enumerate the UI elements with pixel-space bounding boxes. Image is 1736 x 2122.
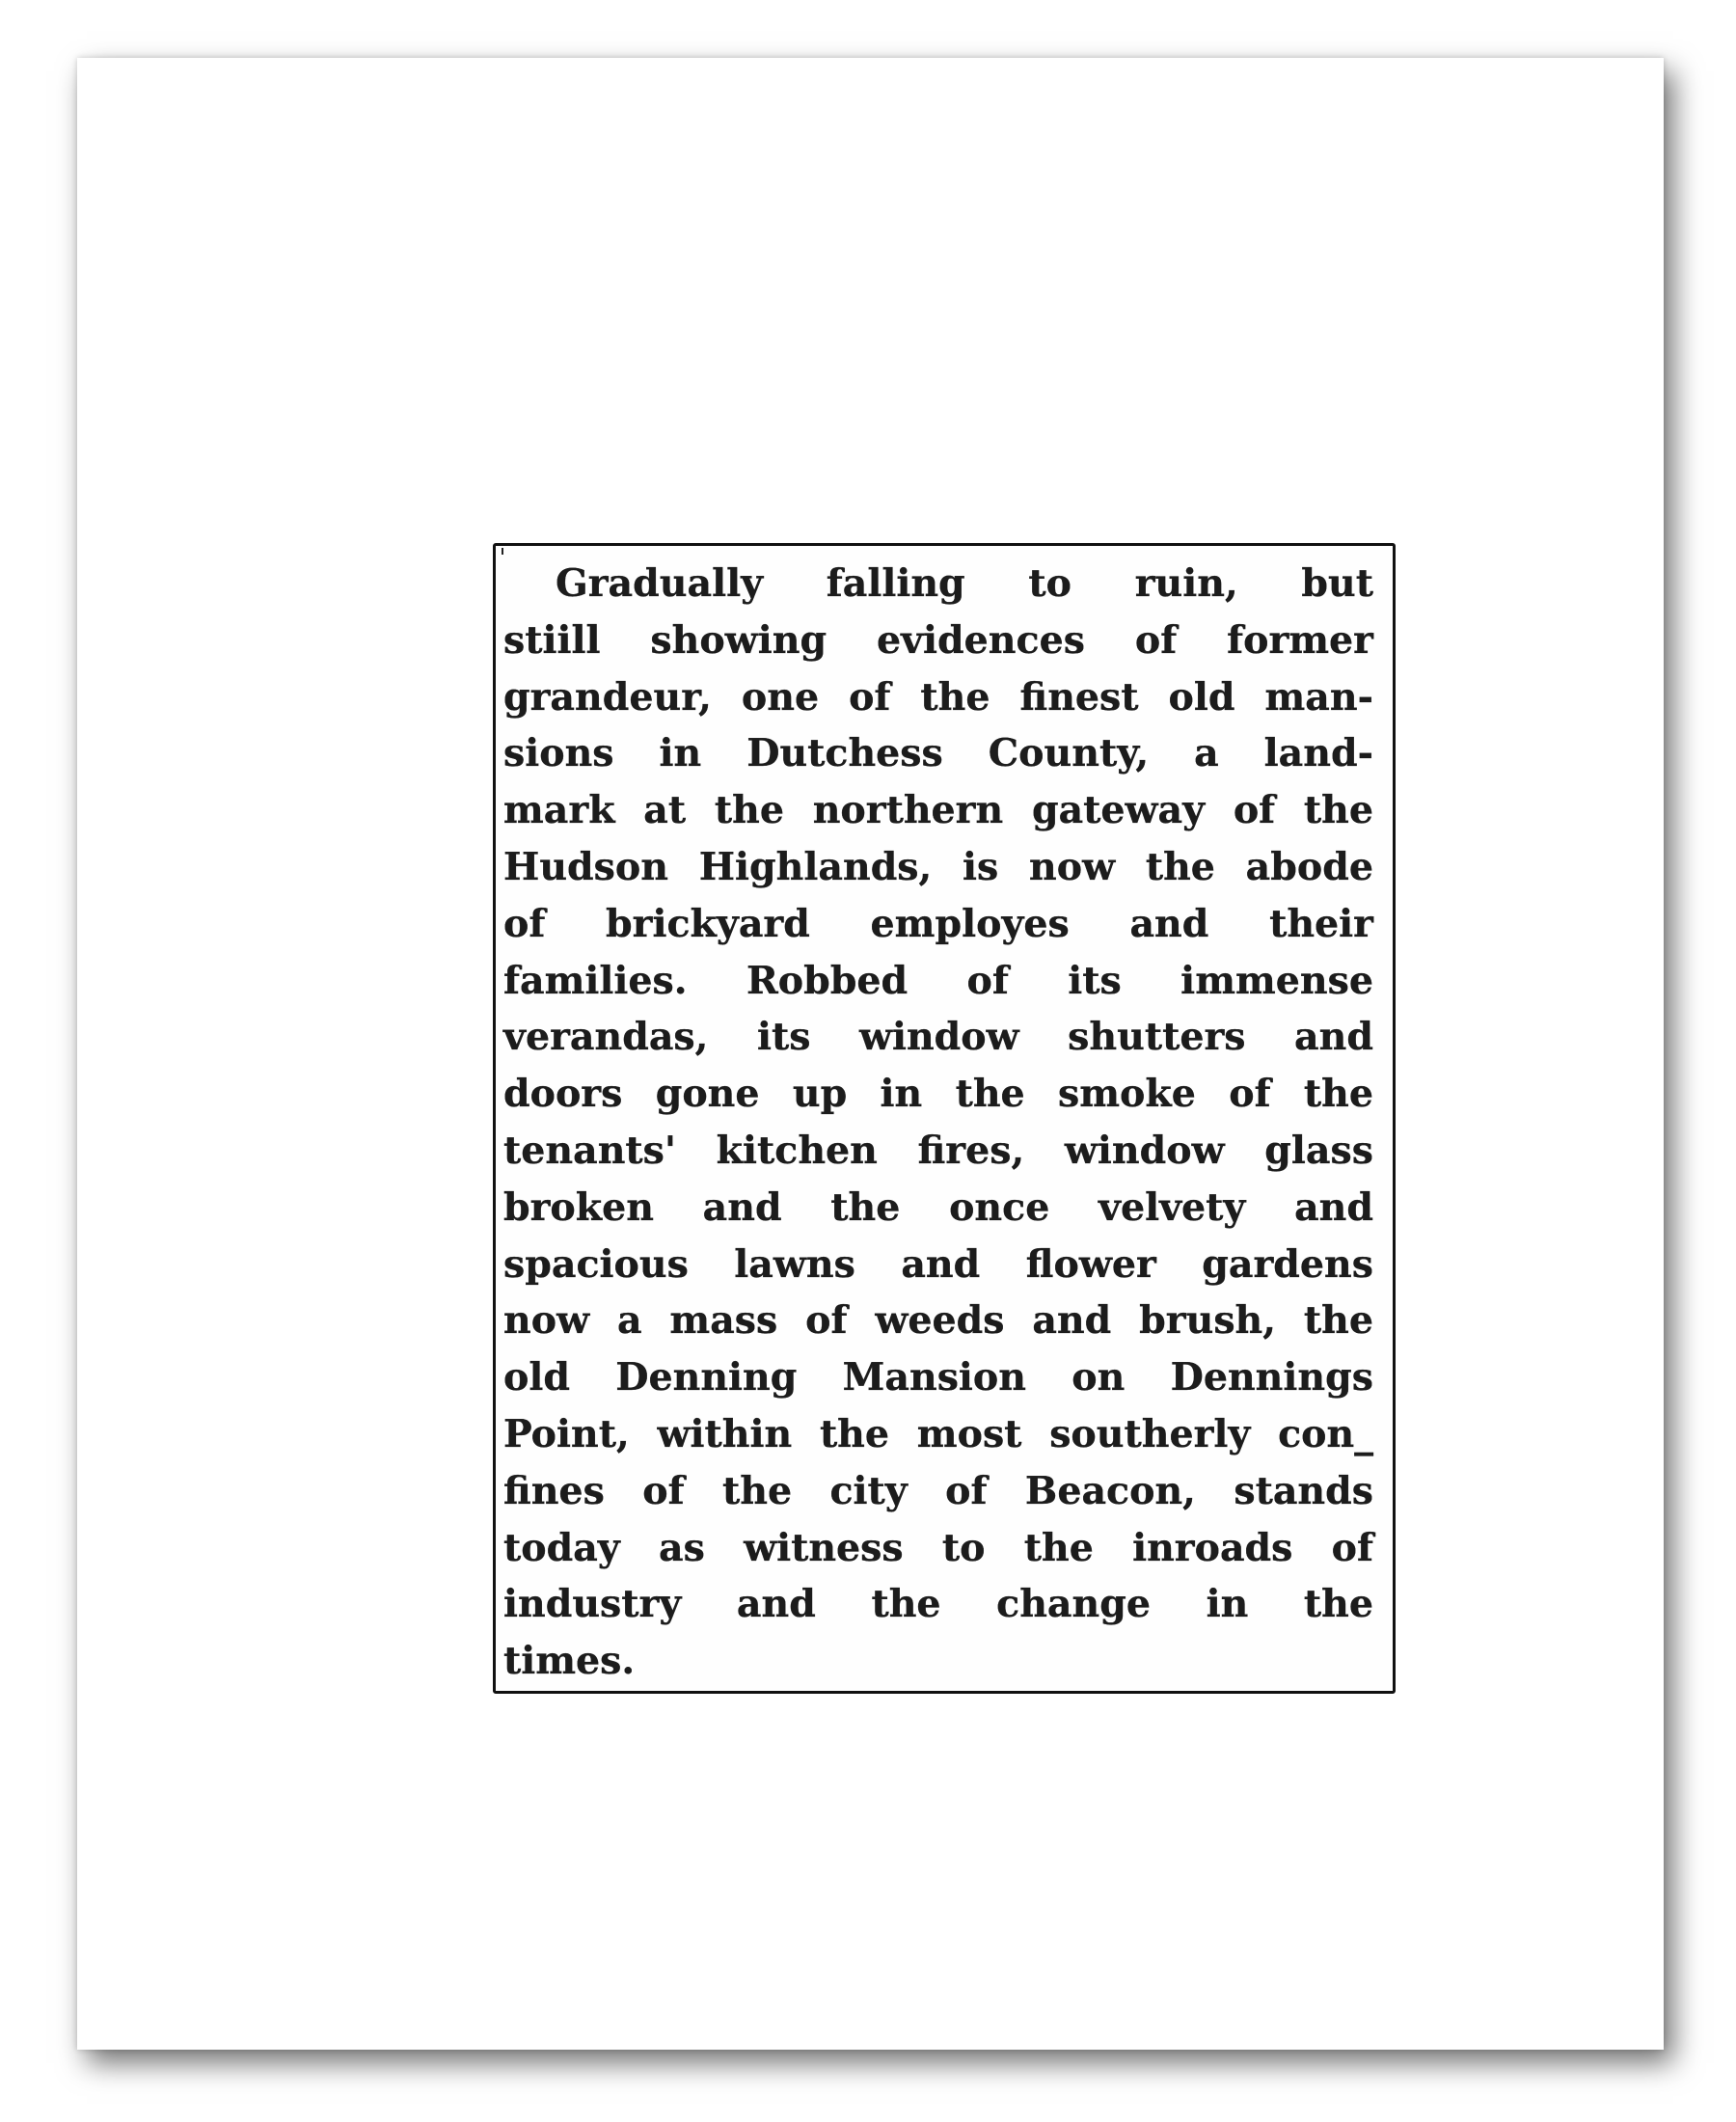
photo-mat — [77, 58, 1664, 2050]
article-line-17: fines of the city of Beacon, stands — [503, 1468, 1373, 1513]
print-mark — [502, 548, 503, 555]
article-line-6: Hudson Highlands, is now the abode — [503, 844, 1373, 889]
article-line-13: spacious lawns and flower gardens — [503, 1241, 1373, 1287]
article-line-19: industry and the change in the — [503, 1582, 1373, 1627]
article-line-7: of brickyard employes and their — [503, 901, 1373, 946]
article-line-14: now a mass of weeds and brush, the — [503, 1298, 1373, 1344]
article-line-11: tenants' kitchen fires, window glass — [503, 1128, 1373, 1173]
article-line-15: old Denning Mansion on Dennings — [503, 1355, 1373, 1401]
article-line-16: Point, within the most southerly con_ — [503, 1411, 1373, 1456]
article-line-1: Gradually falling to ruin, but — [556, 561, 1373, 606]
article-line-9: verandas, its window shutters and — [503, 1015, 1373, 1060]
article-line-8: families. Robbed of its immense — [503, 958, 1373, 1003]
article-line-10: doors gone up in the smoke of the — [503, 1072, 1373, 1117]
newspaper-clipping — [493, 543, 1396, 1694]
article-line-18: today as witness to the inroads of — [503, 1525, 1373, 1570]
article-line-2: stiill showing evidences of former — [503, 617, 1373, 663]
article-line-4: sions in Dutchess County, a land- — [503, 731, 1373, 776]
article-line-5: mark at the northern gateway of the — [503, 788, 1373, 833]
article-line-20: times. — [503, 1639, 636, 1684]
article-line-12: broken and the once velvety and — [503, 1184, 1373, 1230]
article-line-3: grandeur, one of the finest old man- — [503, 674, 1373, 720]
